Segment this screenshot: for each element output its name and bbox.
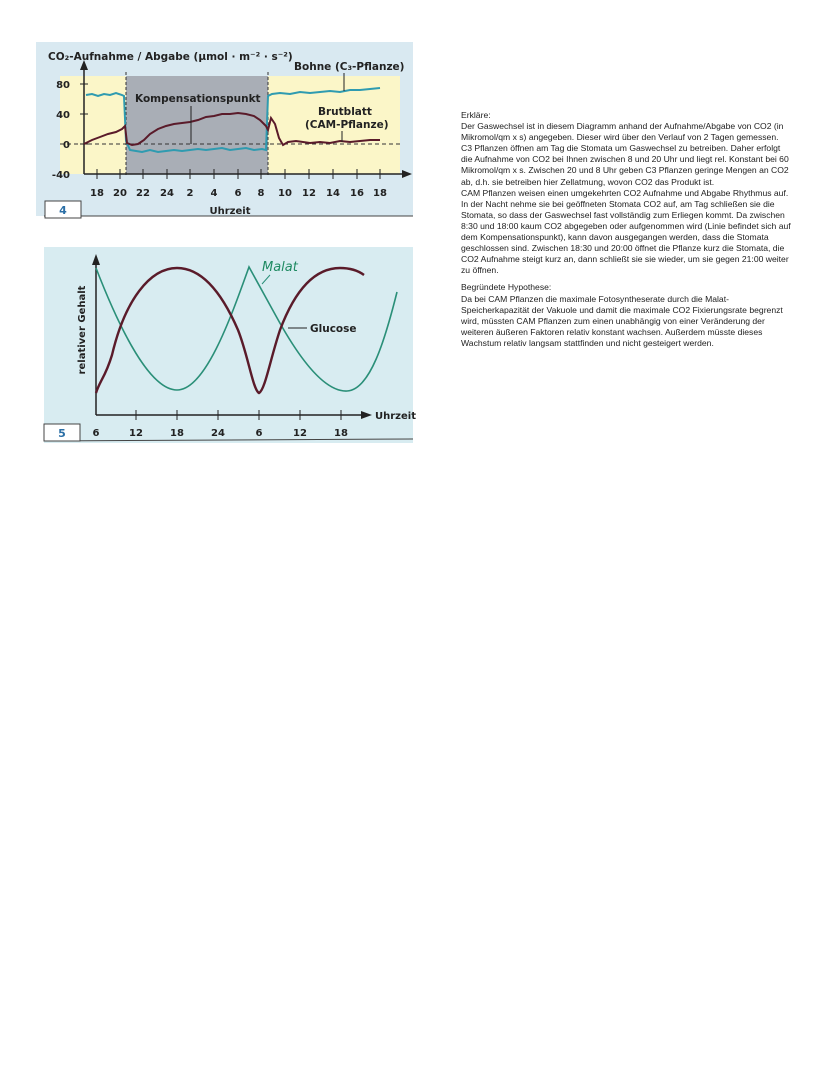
x-tick: 22 bbox=[136, 188, 150, 199]
y-tick-0: 0 bbox=[63, 140, 70, 151]
x-tick: 8 bbox=[257, 188, 265, 199]
y-axis-title: CO₂-Aufnahme / Abgabe (µmol · m⁻² · s⁻²) bbox=[48, 51, 293, 63]
x-axis-label: Uhrzeit bbox=[209, 206, 251, 217]
x-tick: 24 bbox=[211, 428, 225, 439]
malat-glucose-chart bbox=[0, 230, 440, 480]
x-tick: 18 bbox=[373, 188, 387, 199]
x-tick: 10 bbox=[278, 188, 292, 199]
explain-paragraph: Der Gaswechsel ist in diesem Diagramm anhand der Aufnahme/Abgabe von CO2 (in Mikromol/qm x s) angegeben. Dieser wird über den Verlauf von 2 Tagen gemessen. bbox=[461, 121, 784, 143]
y-axis-label: relativer Gehalt bbox=[77, 285, 88, 375]
malat-handwritten-label: Malat bbox=[262, 260, 298, 275]
night-region bbox=[126, 76, 268, 174]
x-tick: 4 bbox=[210, 188, 218, 199]
figure-5-malat-glucose-chart bbox=[0, 230, 440, 480]
x-tick: 2 bbox=[186, 188, 194, 199]
x-tick: 6 bbox=[92, 428, 100, 439]
x-tick: 18 bbox=[170, 428, 184, 439]
hypothesis-heading: Begründete Hypothese: bbox=[461, 282, 552, 293]
explain-heading: Erkläre: bbox=[461, 110, 491, 120]
x-tick: 12 bbox=[293, 428, 307, 439]
x-tick: 24 bbox=[160, 188, 174, 199]
figure-number: 5 bbox=[58, 427, 66, 440]
compensation-point-label: Kompensationspunkt bbox=[135, 93, 261, 105]
x-axis-label: Uhrzeit bbox=[375, 411, 416, 422]
c3-series-label: Bohne (C₃-Pflanze) bbox=[294, 61, 405, 73]
x-tick: 20 bbox=[113, 188, 127, 199]
y-tick-minus-40: -40 bbox=[51, 170, 70, 181]
explain-paragraph: CAM Pflanzen weisen einen umgekehrten CO2 Aufnahme und Abgabe Rhythmus auf. In der Nacht nehme sie bei geöffneten Stomata CO2 auf, am Tag schließen sie die Stomata, so dass der Gaswechsel fast vollständig zum Erliegen kommt. Da zwischen 8:30 und 18:00 kaum CO2 abgegeben oder aufgenommen wird (Linie befindet sich auf dem Kompensationspunkt), kann davon ausgegangen werden, dass die Stomata geschlossen sind. Zwischen 18:30 und 20:00 öffnet die Pflanze kurz die Stomata, die CO2 Aufnahme steigt kurz an, dann schließt sie sie wieder, um sie gegen 21:00 weiter zu öffnen. bbox=[461, 187, 791, 276]
x-tick: 18 bbox=[334, 428, 348, 439]
notes-panel bbox=[461, 110, 791, 349]
explain-paragraph: C3 Pflanzen öffnen am Tag die Stomata um Gaswechsel zu betreiben. Daher erfolgt die Aufnahme von CO2 bei Ihnen zwischen 8 und 20 Uhr und liegt rel. Konstant bei 60 Mikromol/qm x s. Zwischen 20 und 8 Uhr geben C3 Pflanzen geringe Mengen an CO2 ab, d.h. sie betreiben hier Zellatmung, wovon CO2 das Produkt ist. bbox=[461, 143, 789, 187]
x-tick: 6 bbox=[255, 428, 263, 439]
cam-series-label-line2: (CAM-Pflanze) bbox=[305, 119, 389, 131]
y-tick-40: 40 bbox=[56, 110, 70, 121]
x-tick: 6 bbox=[234, 188, 242, 199]
x-tick: 16 bbox=[350, 188, 364, 199]
cam-series-label-line1: Brutblatt bbox=[318, 106, 372, 118]
hypothesis-heading-highlight bbox=[461, 282, 551, 293]
x-tick: 14 bbox=[326, 188, 340, 199]
x-tick: 18 bbox=[90, 188, 104, 199]
x-tick: 12 bbox=[129, 428, 143, 439]
figure-number: 4 bbox=[59, 204, 67, 217]
hypothesis-paragraph: Da bei CAM Pflanzen die maximale Fotosyntheserate durch die Malat-Speicherkapazität der Vakuole und damit die maximale CO2 Fixierungsrate begrenzt wird, müssten CAM Pflanzen zum einen unabhängig von einer Veränderung der weiteren äußeren Faktoren relativ konstant wachsen. Außerdem müsste dieses Wachstum relativ langsam stattfinden und nicht gesteigert werden. bbox=[461, 293, 783, 348]
figure-4-co2-chart bbox=[0, 0, 440, 230]
co2-exchange-chart bbox=[0, 0, 440, 230]
y-tick-80: 80 bbox=[56, 80, 70, 91]
explain-heading-highlight bbox=[461, 110, 491, 121]
x-tick: 12 bbox=[302, 188, 316, 199]
glucose-label: Glucose bbox=[310, 323, 357, 335]
